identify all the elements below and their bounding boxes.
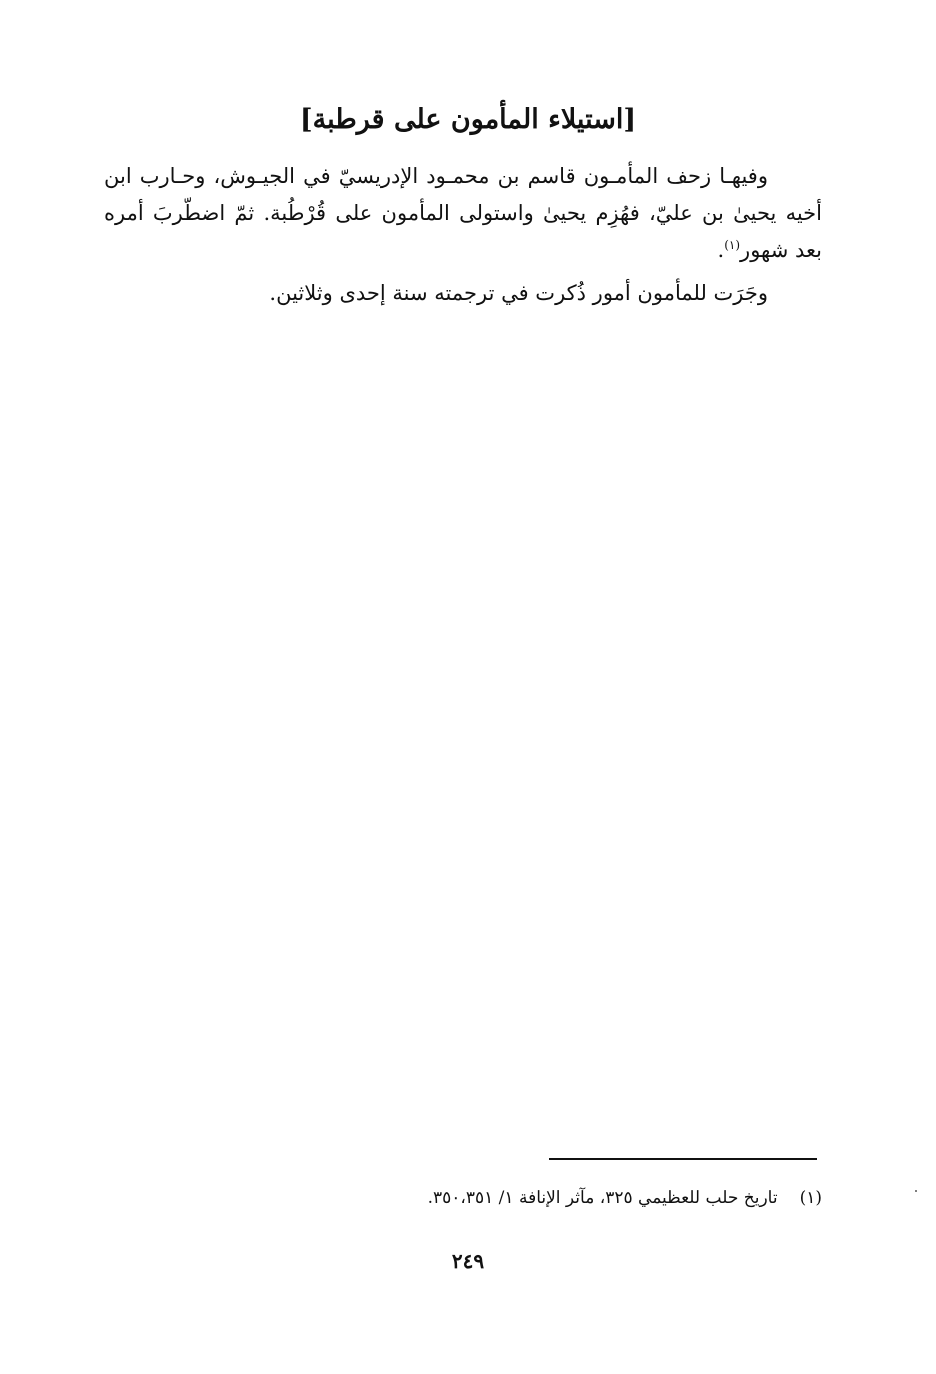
section-heading: [استيلاء المأمون على قرطبة] — [299, 104, 637, 135]
page-number: ٢٤٩ — [451, 1249, 485, 1273]
footnote-number: (١) — [799, 1188, 822, 1208]
footnote-text: تاريخ حلب للعظيمي ٣٢٥، مآثر الإنافة ١/ ٣٥٠،٣٥١. — [427, 1188, 778, 1208]
paragraph: وجَرَت للمأمون أمور ذُكرت في ترجمته سنة إحدى وثلاثين. — [269, 281, 768, 305]
paragraph — [104, 158, 822, 269]
scan-speck — [915, 1190, 917, 1192]
paragraph-text: وفيهـا زحف المأمـون قاسم بن محمـود الإدريسيّ في الجيـوش، وحـارب ابن أخيه يحيىٰ بن عليّ، فهُزِم يحيىٰ واستولى المأمون على قُرْطُبة. ثمّ اضطّربَ أمره بعد شهور — [104, 164, 822, 262]
sentence-end: . — [717, 238, 725, 262]
footnote-divider — [549, 1158, 817, 1160]
body-text — [104, 158, 822, 312]
footnote — [300, 1184, 822, 1212]
footnote-reference: (١) — [724, 238, 741, 252]
